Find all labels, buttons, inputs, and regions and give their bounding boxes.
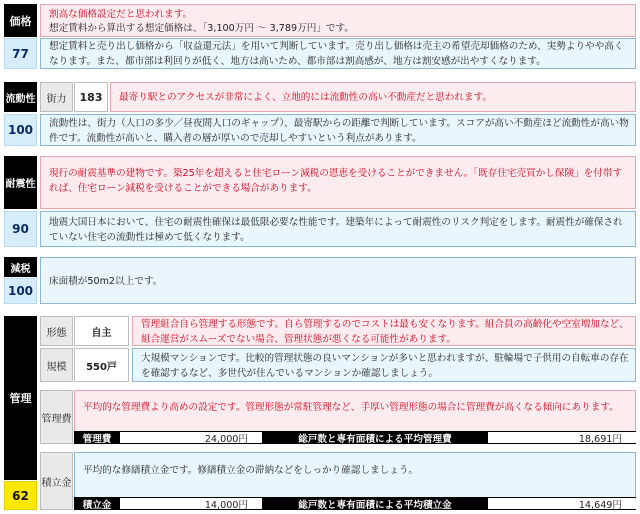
fee-avg-value: 18,691円 xyxy=(488,431,636,444)
fee-bar-label: 管理費 xyxy=(74,431,120,444)
form-text: 管理組合自ら管理する形態です。自ら管理するのでコストは最も安くなります。組合員の高齢化や空室増加など、組合運営がスムーズでない場合、管理状態が悪くなる可能性があります。 xyxy=(141,319,629,345)
tax-score: 100 xyxy=(4,278,37,304)
price-headline-box xyxy=(40,4,636,37)
fee-avg-label: 総戸数と専有面積による平均管理費 xyxy=(262,431,488,444)
tax-label: 減税 xyxy=(4,257,37,277)
scale-text-box xyxy=(132,348,636,382)
reserve-avg-value: 14,649円 xyxy=(488,497,636,510)
price-score: 77 xyxy=(4,38,37,69)
form-value: 自主 xyxy=(74,316,129,346)
fee-bar-value: 24,000円 xyxy=(120,431,262,444)
liquidity-desc-box xyxy=(40,114,636,146)
scale-text: 大規模マンションです。比較的管理状態の良いマンションが多いと思われますが、駐輪場で子供用の自転車の存在を確認するなど、多世代が住んでいるマンションか確認しましょう。 xyxy=(141,353,629,379)
liquidity-headline-box xyxy=(110,82,636,112)
reserve-label: 積立金 xyxy=(40,452,73,510)
price-desc: 想定賃料と売り出し価格から「収益還元法」を用いて判断しています。売り出し価格は売主の希望売却価格のため、実勢よりやや高くなります。また、都市部は利回りが低く、地方は高いため、都市部は割高感が、地方は割安感が出やすくなります。 xyxy=(49,41,624,67)
earthquake-label: 耐震性 xyxy=(4,156,37,209)
scale-value: 550戸 xyxy=(74,348,129,382)
tax-desc-box xyxy=(40,257,636,304)
liquidity-label: 流動性 xyxy=(4,82,37,112)
reserve-text: 平均的な修繕積立金です。修繕積立金の滞納などをしっかり確認しましょう。 xyxy=(83,465,419,476)
scale-label: 規模 xyxy=(40,348,73,382)
price-label: 価格 xyxy=(4,4,37,37)
price-desc-box xyxy=(40,38,636,69)
town-power-label: 街力 xyxy=(40,82,73,112)
reserve-avg-label: 総戸数と専有面積による平均積立金 xyxy=(262,497,488,510)
fee-label: 管理費 xyxy=(40,390,73,444)
price-assumed: 想定賃料から算出する想定価格は、「3,100万円 ～ 3,789万円」です。 xyxy=(49,23,354,34)
form-text-box xyxy=(132,316,636,346)
reserve-bar-value: 14,000円 xyxy=(120,497,262,510)
reserve-bar-label: 積立金 xyxy=(74,497,120,510)
tax-desc: 床面積が50m2以上です。 xyxy=(49,276,163,287)
earthquake-headline: 現行の耐震基準の建物です。築25年を超えると住宅ローン減税の恩恵を受けることができません。「既存住宅売買かし保険」を付帯すれば、住宅ローン減税を受けることができる場合があります。 xyxy=(49,168,623,194)
liquidity-score: 100 xyxy=(4,114,37,146)
earthquake-desc-box xyxy=(40,211,636,247)
form-label: 形態 xyxy=(40,316,73,346)
fee-text: 平均的な管理費より高めの設定です。管理形態が常駐管理など、手厚い管理形態の場合に管理費が高くなる傾向にあります。 xyxy=(83,402,619,413)
earthquake-desc: 地震大国日本において、住宅の耐震性確保は最低限必要な性能です。建築年によって耐震性のリスク判定をします。耐震性が確保されていない住宅の流動性は極めて低くなります。 xyxy=(49,217,623,243)
management-score: 62 xyxy=(4,481,37,510)
management-label: 管理 xyxy=(4,316,37,480)
liquidity-headline: 最寄り駅とのアクセスが非常によく、立地的には流動性の高い不動産だと思われます。 xyxy=(119,92,492,103)
price-headline: 割高な価格設定だと思われます。 xyxy=(49,9,193,20)
liquidity-desc: 流動性は、街力（人口の多少／昼夜間人口のギャップ）、最寄駅からの距離で判断しています。スコアが高い不動産ほど流動性が高い物件です。流動性が高いと、購入者の層が厚いので売却しやすいという利点があります。 xyxy=(49,118,629,144)
earthquake-score: 90 xyxy=(4,211,37,247)
earthquake-headline-box xyxy=(40,156,636,209)
town-power-score: 183 xyxy=(74,82,108,112)
